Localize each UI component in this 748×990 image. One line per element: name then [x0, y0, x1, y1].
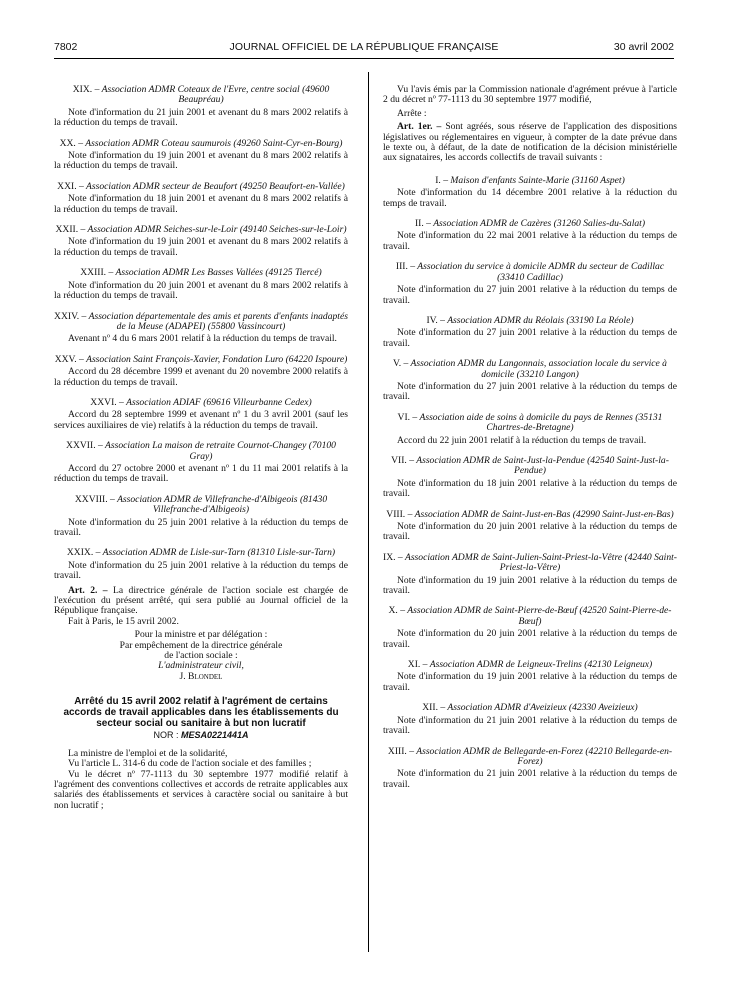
- section-numeral: XXIX. –: [66, 547, 101, 559]
- section-item: [383, 262, 677, 306]
- article-1-text: Sont agréés, sous réserve de l'application des dispositions législatives ou réglementaires en vigueur, à compter de la date prévue dans le texte ou, à défaut, de la date de notification de la décision ministérielle aux signataires, les accords collectifs de travail suivants :: [383, 121, 677, 164]
- section-title: Association ADMR de Saint-Julien-Saint-Priest-la-Vêtre (42440 Saint-Priest-la-Vêtre): [404, 551, 677, 574]
- section-numeral: XXV. –: [54, 353, 84, 365]
- section-title: Association aide de soins à domicile du pays de Rennes (35131 Chartres-de-Bretagne): [419, 411, 663, 434]
- section-title: Association ADMR secteur de Beaufort (49250 Beaufort-en-Vallée): [86, 180, 345, 192]
- section-numeral: XXII. –: [55, 224, 86, 236]
- section-item: [54, 85, 348, 129]
- section-note: Note d'information du 18 juin 2001 relative à la réduction du temps de travail.: [383, 477, 677, 500]
- signature-line-2: Par empêchement de la directrice générale: [119, 639, 283, 651]
- section-heading: [383, 316, 677, 326]
- section-title: Association ADMR de Villefranche-d'Albigeois (81430 Villefranche-d'Albigeois): [117, 493, 328, 516]
- section-numeral: XXI. –: [57, 180, 84, 192]
- journal-title: JOURNAL OFFICIEL DE LA RÉPUBLIQUE FRANÇAISE: [229, 41, 499, 53]
- arrete-label: Arrête :: [397, 107, 427, 119]
- page-header: [54, 41, 674, 55]
- section-heading: [54, 139, 348, 149]
- section-heading: [383, 456, 677, 477]
- section-numeral: IV. –: [426, 314, 445, 326]
- section-item: [54, 355, 348, 388]
- right-section-list: [383, 176, 677, 790]
- section-title: Association ADMR du Réolais (33190 La Réole): [447, 314, 634, 326]
- section-numeral: XIII. –: [387, 745, 414, 757]
- section-heading: [383, 606, 677, 627]
- section-item: [54, 139, 348, 172]
- article-2-text: La directrice générale de l'action sociale est chargée de l'exécution du présent arrêté, qui sera publié au Journal officiel de la République française.: [54, 584, 348, 617]
- section-numeral: IX. –: [383, 551, 403, 563]
- section-title: Association ADMR Seiches-sur-le-Loir (49140 Seiches-sur-le-Loir): [87, 224, 347, 236]
- section-title: Association ADMR d'Aveizieux (42330 Aveizieux): [447, 702, 638, 714]
- section-heading: [383, 413, 677, 434]
- section-heading: [54, 85, 348, 106]
- section-item: [54, 548, 348, 581]
- section-note: Note d'information du 19 juin 2001 relative à la réduction du temps de travail.: [383, 574, 677, 597]
- header-rule: [54, 58, 674, 59]
- section-note: Note d'information du 19 juin 2001 et avenant du 8 mars 2002 relatifs à la réduction du temps de travail.: [54, 150, 348, 172]
- signature-line-3: de l'action sociale :: [164, 650, 238, 662]
- section-note: Note d'information du 20 juin 2001 et avenant du 8 mars 2002 relatifs à la réduction du temps de travail.: [54, 279, 348, 302]
- section-title: Association ADMR de Lisle-sur-Tarn (81310 Lisle-sur-Tarn): [102, 547, 336, 559]
- section-title: Association du service à domicile ADMR du secteur de Cadillac (33410 Cadillac): [417, 261, 665, 283]
- section-title: Association ADMR de Saint-Just-en-Bas (42990 Saint-Just-en-Bas): [414, 508, 674, 520]
- section-heading: [383, 747, 677, 768]
- nor-label: NOR :: [153, 730, 179, 741]
- decree-intro-1: La ministre de l'emploi et de la solidarité,: [68, 747, 228, 759]
- section-item: [383, 316, 677, 349]
- section-item: [383, 219, 677, 252]
- section-numeral: III. –: [395, 261, 416, 273]
- section-numeral: XXVI. –: [90, 396, 124, 408]
- section-numeral: I. –: [435, 174, 449, 186]
- section-note: Note d'information du 27 juin 2001 relative à la réduction du temps de travail.: [383, 380, 677, 403]
- section-item: [383, 703, 677, 736]
- section-numeral: V. –: [393, 358, 409, 370]
- section-title: Association ADIAF (69616 Villeurbanne Cedex): [126, 396, 312, 408]
- decree-block: [54, 696, 348, 811]
- section-numeral: VI. –: [397, 411, 418, 423]
- section-heading: [383, 359, 677, 380]
- signature-line-4: L'administrateur civil,: [158, 660, 244, 672]
- section-heading: [383, 262, 677, 283]
- section-item: [383, 553, 677, 597]
- section-note: Accord du 28 septembre 1999 et avenant nº 1 du 3 avril 2001 (sauf les services auxiliaires de vie) relatifs à la réduction du temps de travail.: [54, 409, 348, 431]
- section-item: [54, 495, 348, 539]
- right-vu: Vu l'avis émis par la Commission nationale d'agrément prévue à l'article 2 du décret nº 77-1113 du 30 septembre 1977 modifié,: [383, 84, 677, 106]
- section-heading: [54, 312, 348, 333]
- section-numeral: VII. –: [391, 454, 414, 466]
- nor-value: MESA0221441A: [180, 730, 249, 741]
- section-note: Note d'information du 22 mai 2001 relative à la réduction du temps de travail.: [383, 230, 677, 252]
- section-title: Association ADMR de Leigneux-Trelins (42130 Leigneux): [429, 659, 653, 671]
- section-numeral: XI. –: [407, 659, 428, 671]
- section-title: Maison d'enfants Sainte-Marie (31160 Aspet): [450, 174, 625, 186]
- section-note: Note d'information du 27 juin 2001 relative à la réduction du temps de travail.: [383, 284, 677, 306]
- section-heading: [383, 703, 677, 713]
- section-heading: [54, 182, 348, 192]
- section-numeral: XIX. –: [72, 84, 100, 95]
- signature-line-1: Pour la ministre et par délégation :: [134, 629, 268, 641]
- section-numeral: XXVII. –: [66, 440, 103, 452]
- section-numeral: XII. –: [422, 702, 446, 714]
- section-title: Association ADMR du Langonnais, association locale du service à domicile (33210 Langon): [410, 358, 667, 380]
- section-heading: [54, 225, 348, 235]
- section-heading: [54, 398, 348, 408]
- section-title: Association ADMR de Cazères (31260 Salies-du-Salat): [433, 218, 646, 230]
- section-item: [383, 413, 677, 446]
- section-numeral: X. –: [388, 605, 406, 617]
- section-item: [383, 359, 677, 403]
- section-title: Association départementale des amis et parents d'enfants inadaptés de la Meuse (ADAPEI) (55800 Vassincourt): [88, 310, 348, 332]
- nor-reference: [54, 730, 348, 740]
- section-title: Association ADMR Coteau saumurois (49260 Saint-Cyr-en-Bourg): [85, 137, 343, 149]
- section-numeral: II. –: [414, 218, 431, 230]
- section-item: [54, 268, 348, 301]
- section-numeral: VIII. –: [386, 508, 413, 520]
- page-number: 7802: [54, 41, 78, 53]
- section-item: [54, 182, 348, 215]
- section-item: [54, 312, 348, 345]
- section-numeral: XXVIII. –: [74, 493, 115, 505]
- section-item: [383, 606, 677, 650]
- section-item: [383, 747, 677, 791]
- decree-intro-2: Vu l'article L. 314-6 du code de l'action sociale et des familles ;: [68, 758, 312, 770]
- left-section-list: [54, 85, 348, 582]
- section-title: Association Saint François-Xavier, Fondation Luro (64220 Ispoure): [86, 353, 348, 365]
- article-1-label: Art. 1er. –: [397, 121, 442, 133]
- signature-block: [54, 630, 348, 682]
- section-item: [383, 660, 677, 693]
- section-note: Note d'information du 21 juin 2001 relative à la réduction du temps de travail.: [383, 768, 677, 790]
- section-heading: [383, 510, 677, 520]
- section-title: Association La maison de retraite Cournot-Changey (70100 Gray): [105, 440, 336, 462]
- section-item: [54, 441, 348, 485]
- section-note: Note d'information du 20 juin 2001 relative à la réduction du temps de travail.: [383, 628, 677, 650]
- section-title: Association ADMR Coteaux de l'Evre, centre social (49600 Beaupréau): [101, 84, 330, 106]
- section-item: [383, 456, 677, 500]
- section-note: Note d'information du 19 juin 2001 et avenant du 8 mars 2002 relatifs à la réduction du temps de travail.: [54, 236, 348, 258]
- section-note: Note d'information du 20 juin 2001 relative à la réduction du temps de travail.: [383, 521, 677, 543]
- section-heading: [54, 355, 348, 365]
- section-numeral: XXIII. –: [80, 267, 114, 279]
- right-column: [383, 85, 677, 790]
- section-title: Association ADMR Les Basses Vallées (49125 Tiercé): [115, 267, 322, 279]
- section-note: Accord du 28 décembre 1999 et avenant du 20 novembre 2000 relatifs à la réduction du temps de travail.: [54, 366, 348, 388]
- section-heading: [54, 548, 348, 558]
- section-heading: [54, 441, 348, 462]
- section-note: Accord du 22 juin 2001 relatif à la réduction du temps de travail.: [397, 434, 647, 446]
- section-heading: [383, 660, 677, 670]
- section-note: Note d'information du 25 juin 2001 relative à la réduction du temps de travail.: [54, 516, 348, 538]
- section-heading: [383, 553, 677, 574]
- section-note: Note d'information du 25 juin 2001 relative à la réduction du temps de travail.: [54, 559, 348, 582]
- section-item: [383, 176, 677, 209]
- done-at: Fait à Paris, le 15 avril 2002.: [68, 615, 179, 627]
- section-heading: [383, 219, 677, 229]
- section-title: Association ADMR de Saint-Pierre-de-Bœuf (42520 Saint-Pierre-de-Bœuf): [407, 605, 672, 627]
- section-title: Association ADMR de Saint-Just-la-Pendue (42540 Saint-Just-la-Pendue): [416, 454, 669, 477]
- decree-title: Arrêté du 15 avril 2002 relatif à l'agrément de certains accords de travail applicables dans les établissements du secteur social ou sanitaire à but non lucratif: [63, 696, 339, 730]
- left-column: [54, 85, 348, 811]
- article-2: [54, 586, 348, 617]
- column-divider: [368, 72, 369, 952]
- section-heading: [54, 268, 348, 278]
- section-heading: [54, 495, 348, 516]
- article-2-label: Art. 2. –: [68, 584, 108, 596]
- section-note: Note d'information du 14 décembre 2001 relative à la réduction du temps de travail.: [383, 187, 677, 209]
- section-item: [383, 510, 677, 543]
- section-note: Accord du 27 octobre 2000 et avenant nº 1 du 11 mai 2001 relatifs à la réduction du temps de travail.: [54, 462, 348, 485]
- decree-intro-3: Vu le décret nº 77-1113 du 30 septembre 1977 modifié relatif à l'agrément des conventions collectives et accords de retraite applicables aux salariés des établissements et services à caractère social ou sanitaire à but non lucratif ;: [54, 768, 348, 811]
- section-item: [54, 398, 348, 431]
- section-title: Association ADMR de Bellegarde-en-Forez (42210 Bellegarde-en-Forez): [416, 745, 673, 767]
- section-note: Note d'information du 21 juin 2001 relative à la réduction du temps de travail.: [383, 714, 677, 737]
- section-numeral: XX. –: [59, 137, 84, 149]
- section-heading: [383, 176, 677, 186]
- section-note: Note d'information du 21 juin 2001 et avenant du 8 mars 2002 relatifs à la réduction du temps de travail.: [54, 106, 348, 129]
- section-numeral: XXIV. –: [54, 310, 87, 322]
- section-note: Note d'information du 27 juin 2001 relative à la réduction du temps de travail.: [383, 327, 677, 349]
- section-note: Avenant nº 4 du 6 mars 2001 relatif à la réduction du temps de travail.: [68, 333, 337, 345]
- issue-date: 30 avril 2002: [613, 41, 674, 53]
- section-note: Note d'information du 19 juin 2001 relative à la réduction du temps de travail.: [383, 671, 677, 693]
- article-1: [383, 122, 677, 164]
- section-item: [54, 225, 348, 258]
- signature-name: J. Blondel: [179, 670, 223, 682]
- section-note: Note d'information du 18 juin 2001 et avenant du 8 mars 2002 relatifs à la réduction du temps de travail.: [54, 193, 348, 215]
